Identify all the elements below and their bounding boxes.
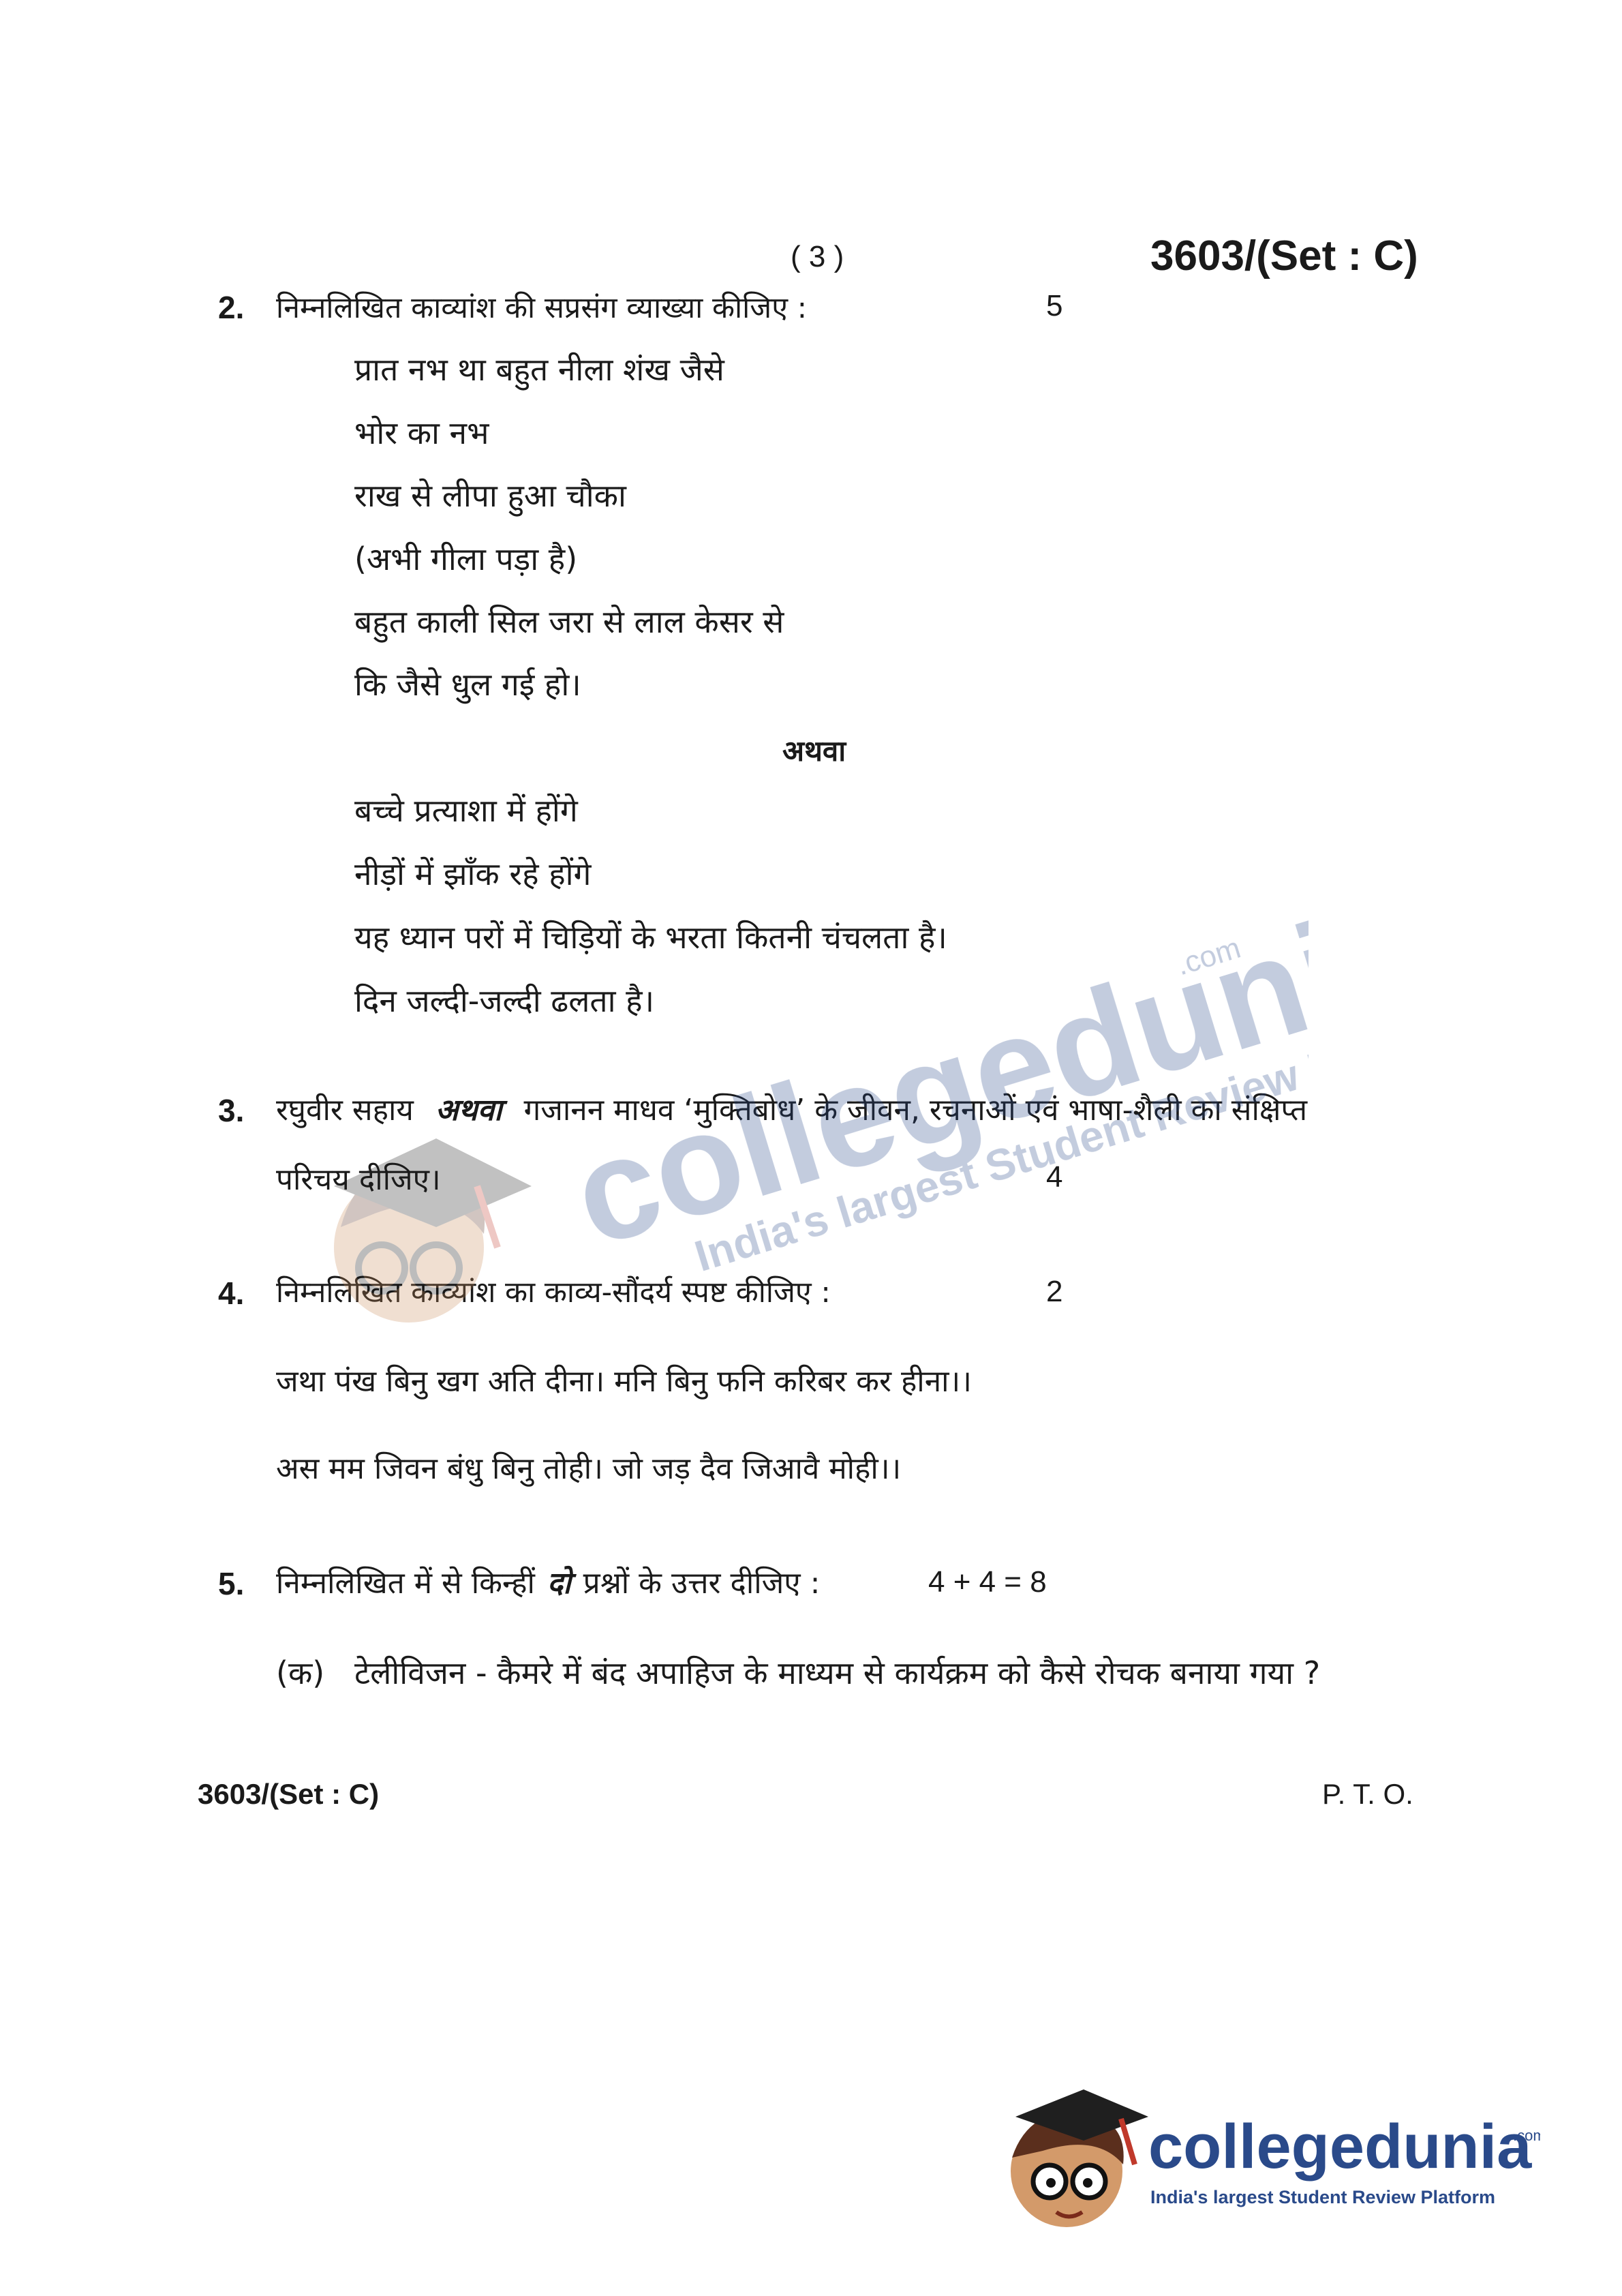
or-separator: अथवा (782, 734, 846, 768)
verse-line: (अभी गीला पड़ा है) (354, 541, 578, 577)
question-3-marks: 4 (1046, 1160, 1063, 1194)
question-5-marks: 4 + 4 = 8 (928, 1565, 1047, 1599)
question-5-prompt (276, 1561, 820, 1602)
verse-line: राख से लीपा हुआ चौका (354, 477, 626, 514)
watermark-suffix: .com (1172, 931, 1244, 982)
question-4-number: 4. (218, 1275, 245, 1311)
verse-line: दिन जल्दी-जल्दी ढलता है। (354, 982, 655, 1019)
question-5-prompt-b: प्रश्नों के उत्तर दीजिए : (583, 1566, 821, 1601)
question-2-number: 2. (218, 290, 245, 325)
watermark-tagline: India's largest Student Review Platform (689, 995, 1309, 1281)
logo-suffix: .com (1513, 2127, 1540, 2144)
question-5-prompt-a: निम्नलिखित में से किन्हीं (276, 1566, 535, 1601)
question-3-number: 3. (218, 1093, 245, 1128)
verse-line: यह ध्यान परों में चिड़ियों के भरता कितनी चंचलता है। (354, 919, 947, 956)
question-5-do: दो (547, 1566, 571, 1601)
question-2-prompt: निम्नलिखित काव्यांश की सप्रसंग व्याख्या कीजिए : (276, 291, 808, 325)
verse-line: प्रात नभ था बहुत नीला शंख जैसे (354, 351, 724, 388)
paper-code-header: 3603/(Set : C) (1150, 232, 1418, 280)
collegedunia-logo (995, 2072, 1540, 2236)
question-5-sub-text: टेलीविजन - कैमरे में बंद अपाहिज के माध्यम से कार्यक्रम को कैसे रोचक बनाया गया ? (354, 1655, 1321, 1691)
question-3-or-word: अथवा (435, 1093, 502, 1128)
page-number: ( 3 ) (791, 240, 844, 273)
question-5-number: 5. (218, 1566, 245, 1601)
verse-line: बहुत काली सिल जरा से लाल केसर से (354, 603, 784, 640)
verse-line: नीड़ों में झाँक रहे होंगे (354, 856, 592, 892)
paper-code-footer: 3603/(Set : C) (198, 1778, 380, 1810)
question-5-sub-label: (क) (276, 1655, 325, 1691)
question-3-part-2: गजानन माधव ‘मुक्तिबोध’ के जीवन, रचनाओं एवं भाषा-शैली का संक्षिप्त (523, 1093, 1308, 1128)
question-4-verse-2: अस मम जिवन बंधु बिनु तोही। जो जड़ दैव जिआवै मोही।। (276, 1451, 902, 1486)
question-3-line-2: परिचय दीजिए। (276, 1162, 441, 1197)
question-3-text (276, 1088, 1307, 1129)
question-4-marks: 2 (1046, 1275, 1063, 1308)
question-4-verse-1: जथा पंख बिनु खग अति दीना। मनि बिनु फनि करिबर कर हीना।। (276, 1364, 972, 1399)
question-4-prompt: निम्नलिखित काव्यांश का काव्य-सौंदर्य स्पष्ट कीजिए : (276, 1275, 831, 1310)
question-3-part-1: रघुवीर सहाय (276, 1093, 414, 1128)
logo-brand: collegedunia (1148, 2112, 1532, 2181)
watermark-brand: collegedunia (555, 907, 1309, 1278)
mascot-icon (1011, 2089, 1148, 2227)
logo-graphic (995, 2072, 1540, 2236)
verse-line: कि जैसे धुल गई हो। (354, 666, 581, 703)
pto-label: P. T. O. (1322, 1778, 1413, 1810)
logo-tagline: India's largest Student Review Platform (1150, 2187, 1496, 2207)
verse-line: भोर का नभ (354, 414, 489, 451)
question-2-marks: 5 (1046, 289, 1063, 322)
verse-line: बच्चे प्रत्याशा में होंगे (354, 792, 578, 829)
